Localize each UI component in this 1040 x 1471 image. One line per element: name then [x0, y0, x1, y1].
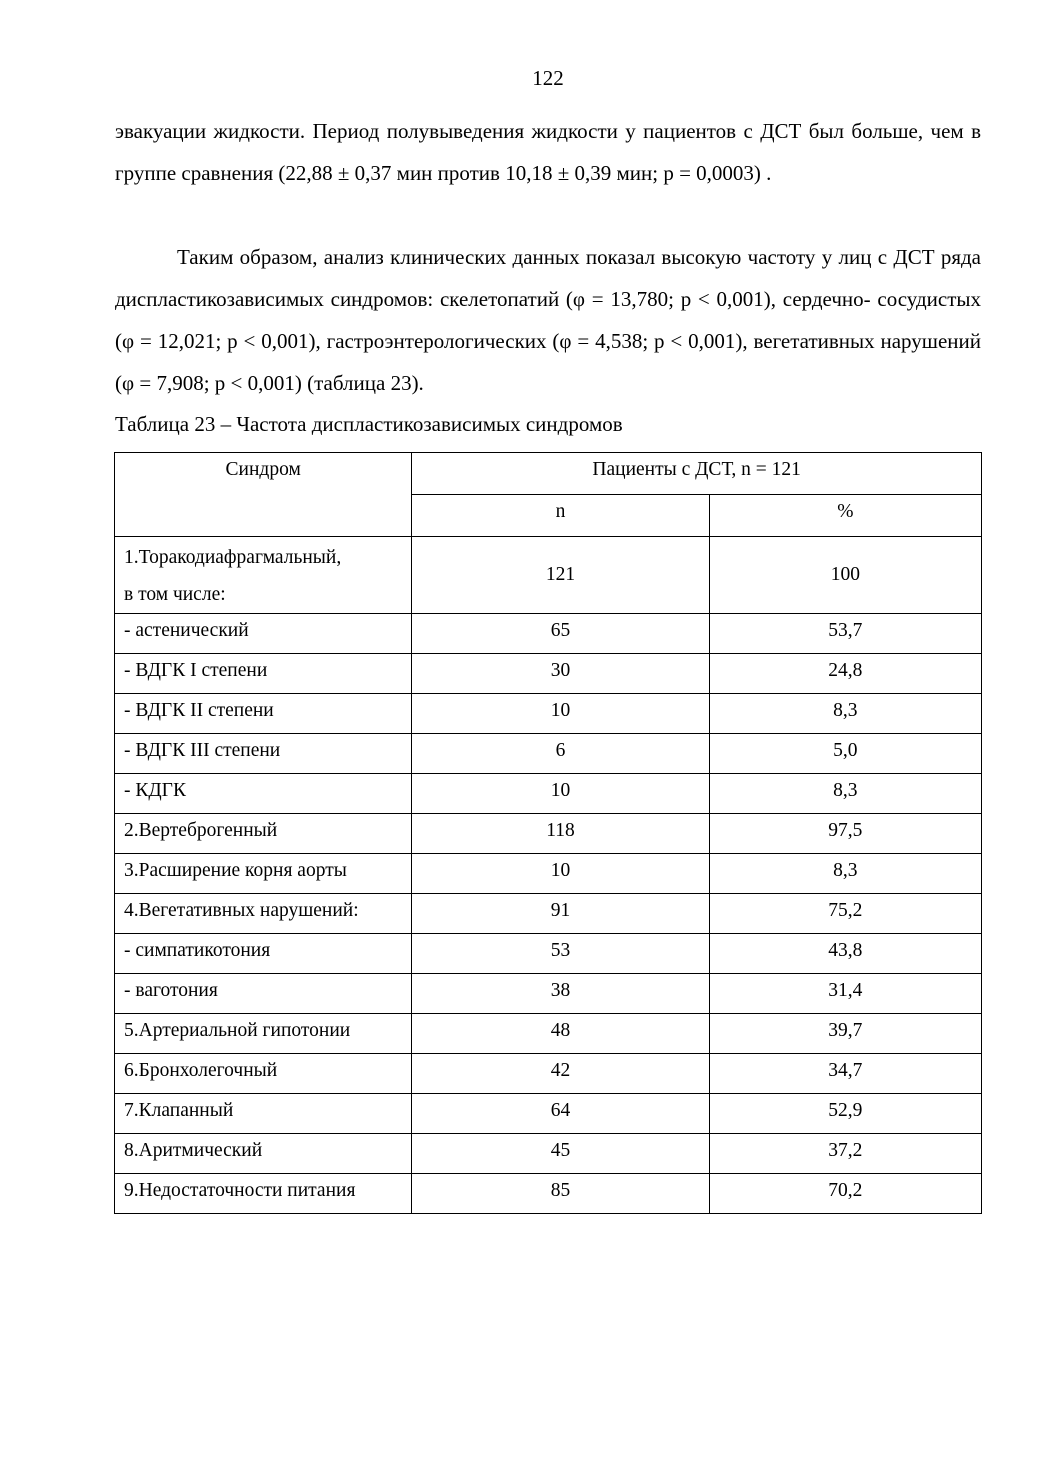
percent-cell: 34,7 — [709, 1054, 981, 1094]
syndrome-name: 7.Клапанный — [115, 1094, 412, 1134]
percent-cell: 52,9 — [709, 1094, 981, 1134]
syndrome-name: - симпатикотония — [115, 934, 412, 974]
syndrome-name: 5.Артериальной гипотонии — [115, 1014, 412, 1054]
syndrome-name: - астенический — [115, 614, 412, 654]
table-row — [115, 1054, 982, 1094]
syndrome-name: 9.Недостаточности питания — [115, 1174, 412, 1214]
table-row — [115, 614, 982, 654]
syndrome-name: 3.Расширение корня аорты — [115, 854, 412, 894]
syndrome-name: 2.Вертеброгенный — [115, 814, 412, 854]
table-row — [115, 1094, 982, 1134]
table-caption: Таблица 23 – Частота диспластикозависимых синдромов — [115, 412, 623, 436]
syndrome-name: 6.Бронхолегочный — [115, 1054, 412, 1094]
percent-cell: 39,7 — [709, 1014, 981, 1054]
syndrome-name: 8.Аритмический — [115, 1134, 412, 1174]
table-row — [115, 1014, 982, 1054]
table-row — [115, 974, 982, 1014]
percent-cell: 31,4 — [709, 974, 981, 1014]
header-percent: % — [709, 495, 981, 537]
percent-cell: 5,0 — [709, 734, 981, 774]
table-row — [115, 734, 982, 774]
count-cell: 85 — [412, 1174, 709, 1214]
percent-cell: 53,7 — [709, 614, 981, 654]
table-row — [115, 694, 982, 734]
percent-cell: 8,3 — [709, 774, 981, 814]
table-row — [115, 537, 982, 614]
count-cell: 10 — [412, 854, 709, 894]
table-row — [115, 934, 982, 974]
syndrome-name: - ваготония — [115, 974, 412, 1014]
body-text — [115, 110, 981, 194]
table-row — [115, 894, 982, 934]
percent-cell: 70,2 — [709, 1174, 981, 1214]
syndrome-name: - ВДГК II степени — [115, 694, 412, 734]
percent-cell: 8,3 — [709, 694, 981, 734]
table-row — [115, 814, 982, 854]
count-cell: 45 — [412, 1134, 709, 1174]
header-patients-group: Пациенты с ДСТ, n = 121 — [412, 453, 982, 495]
syndrome-name-line2: в том числе: — [124, 584, 226, 605]
header-n: n — [412, 495, 709, 537]
header-syndrome: Синдром — [115, 453, 412, 537]
syndrome-frequency-table — [114, 452, 982, 1214]
count-cell: 53 — [412, 934, 709, 974]
count-cell: 65 — [412, 614, 709, 654]
percent-cell: 37,2 — [709, 1134, 981, 1174]
table-row — [115, 1174, 982, 1214]
percent-cell: 75,2 — [709, 894, 981, 934]
count-cell: 42 — [412, 1054, 709, 1094]
syndrome-name: - ВДГК I степени — [115, 654, 412, 694]
table-row — [115, 654, 982, 694]
percent-cell: 97,5 — [709, 814, 981, 854]
table-row — [115, 774, 982, 814]
paragraph-2: Таким образом, анализ клинических данных показал высокую частоту у лиц с ДСТ ряда диспластикозависимых синдромов: скелетопатий (φ = 13,780; p < 0,001), сердечно- сосудистых (φ = 12,021; p < 0,001), гастроэнтерологических (φ = 4,538; p < 0,001), вегетативных нарушений (φ = 7,908; p < 0,001) (таблица 23). — [115, 245, 981, 395]
paragraph-1: эвакуации жидкости. Период полувыведения жидкости у пациентов с ДСТ был больше, чем в группе сравнения (22,88 ± 0,37 мин против 10,18 ± 0,39 мин; p = 0,0003) . — [115, 119, 981, 185]
count-cell: 91 — [412, 894, 709, 934]
syndrome-name: - ВДГК III степени — [115, 734, 412, 774]
percent-cell: 43,8 — [709, 934, 981, 974]
syndrome-name-line1: 1.Торакодиафрагмальный, — [124, 547, 342, 568]
count-cell: 10 — [412, 774, 709, 814]
count-cell: 10 — [412, 694, 709, 734]
table-row — [115, 854, 982, 894]
syndrome-name: 4.Вегетативных нарушений: — [115, 894, 412, 934]
percent-cell: 100 — [709, 537, 981, 614]
table-row — [115, 1134, 982, 1174]
syndrome-name — [115, 537, 412, 614]
syndrome-name: - КДГК — [115, 774, 412, 814]
body-text-2 — [115, 236, 981, 404]
page-number: 122 — [532, 66, 564, 90]
count-cell: 48 — [412, 1014, 709, 1054]
count-cell: 30 — [412, 654, 709, 694]
count-cell: 64 — [412, 1094, 709, 1134]
percent-cell: 24,8 — [709, 654, 981, 694]
count-cell: 118 — [412, 814, 709, 854]
count-cell: 6 — [412, 734, 709, 774]
percent-cell: 8,3 — [709, 854, 981, 894]
count-cell: 121 — [412, 537, 709, 614]
count-cell: 38 — [412, 974, 709, 1014]
